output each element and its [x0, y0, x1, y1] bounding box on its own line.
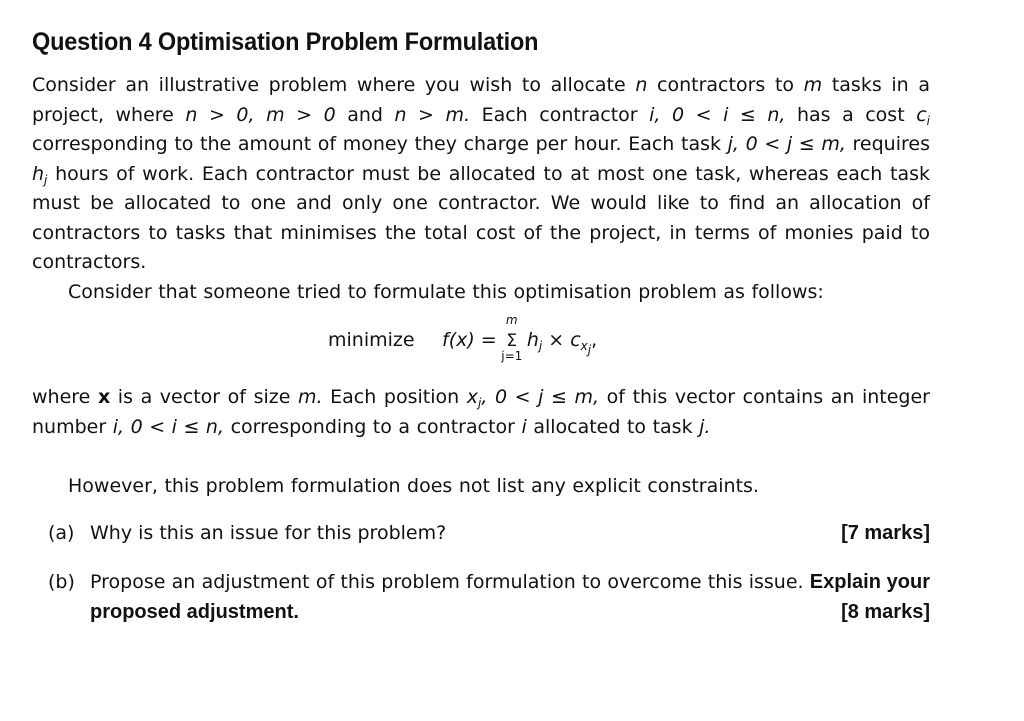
part-b-text: Propose an adjustment of this problem formulation to overcome this issue.: [90, 571, 810, 593]
vector-description: where x is a vector of size m. Each position $x_j$, 0 < j ≤ m, of this vector contains an integer number i, 0 < i ≤ n, corresponding to a contractor i allocated to task j.: [32, 386, 930, 438]
part-a-label: (a): [48, 521, 75, 544]
constraints-note: However, this problem formulation does not list any explicit constraints.: [68, 475, 759, 497]
question-page: [32, 28, 930, 627]
objective-formula: [32, 313, 930, 383]
part-b-marks: [8 marks]: [841, 600, 930, 623]
part-b-label: (b): [48, 571, 75, 593]
objective-expression: f(x) = m Σ j=1 $h_j \times c_{x_j}$,: [442, 313, 598, 363]
formulation-intro: Consider that someone tried to formulate this optimisation problem as follows:: [68, 280, 824, 303]
part-b-bold-text: Explain your proposed adjustment.: [90, 571, 931, 623]
problem-description: Consider an illustrative problem where you wish to allocate n contractors to m tasks in a project, where n > 0, m > 0 and n > m. Each contractor i, 0 < i ≤ n, has a cost $c_i$ corresponding to the amount of money they charge per hour. Each task j, 0 < j ≤ m, requires $h_j$ hours of work. Each contractor must be allocated to at most one task, whereas each task must be allocated to one and only one contractor. We would like to find an allocation of contractors to tasks that minimises the total cost of the project, in terms of monies paid to contractors.: [32, 74, 930, 273]
part-a-marks: [7 marks]: [841, 521, 930, 544]
question-title: Question 4 Optimisation Problem Formulation: [32, 28, 539, 56]
part-b: [32, 568, 930, 627]
part-a: [32, 519, 930, 549]
sum-symbol: m Σ j=1: [501, 313, 523, 363]
minimize-label: minimize: [328, 329, 415, 351]
part-a-text: Why is this an issue for this problem?: [90, 521, 447, 544]
